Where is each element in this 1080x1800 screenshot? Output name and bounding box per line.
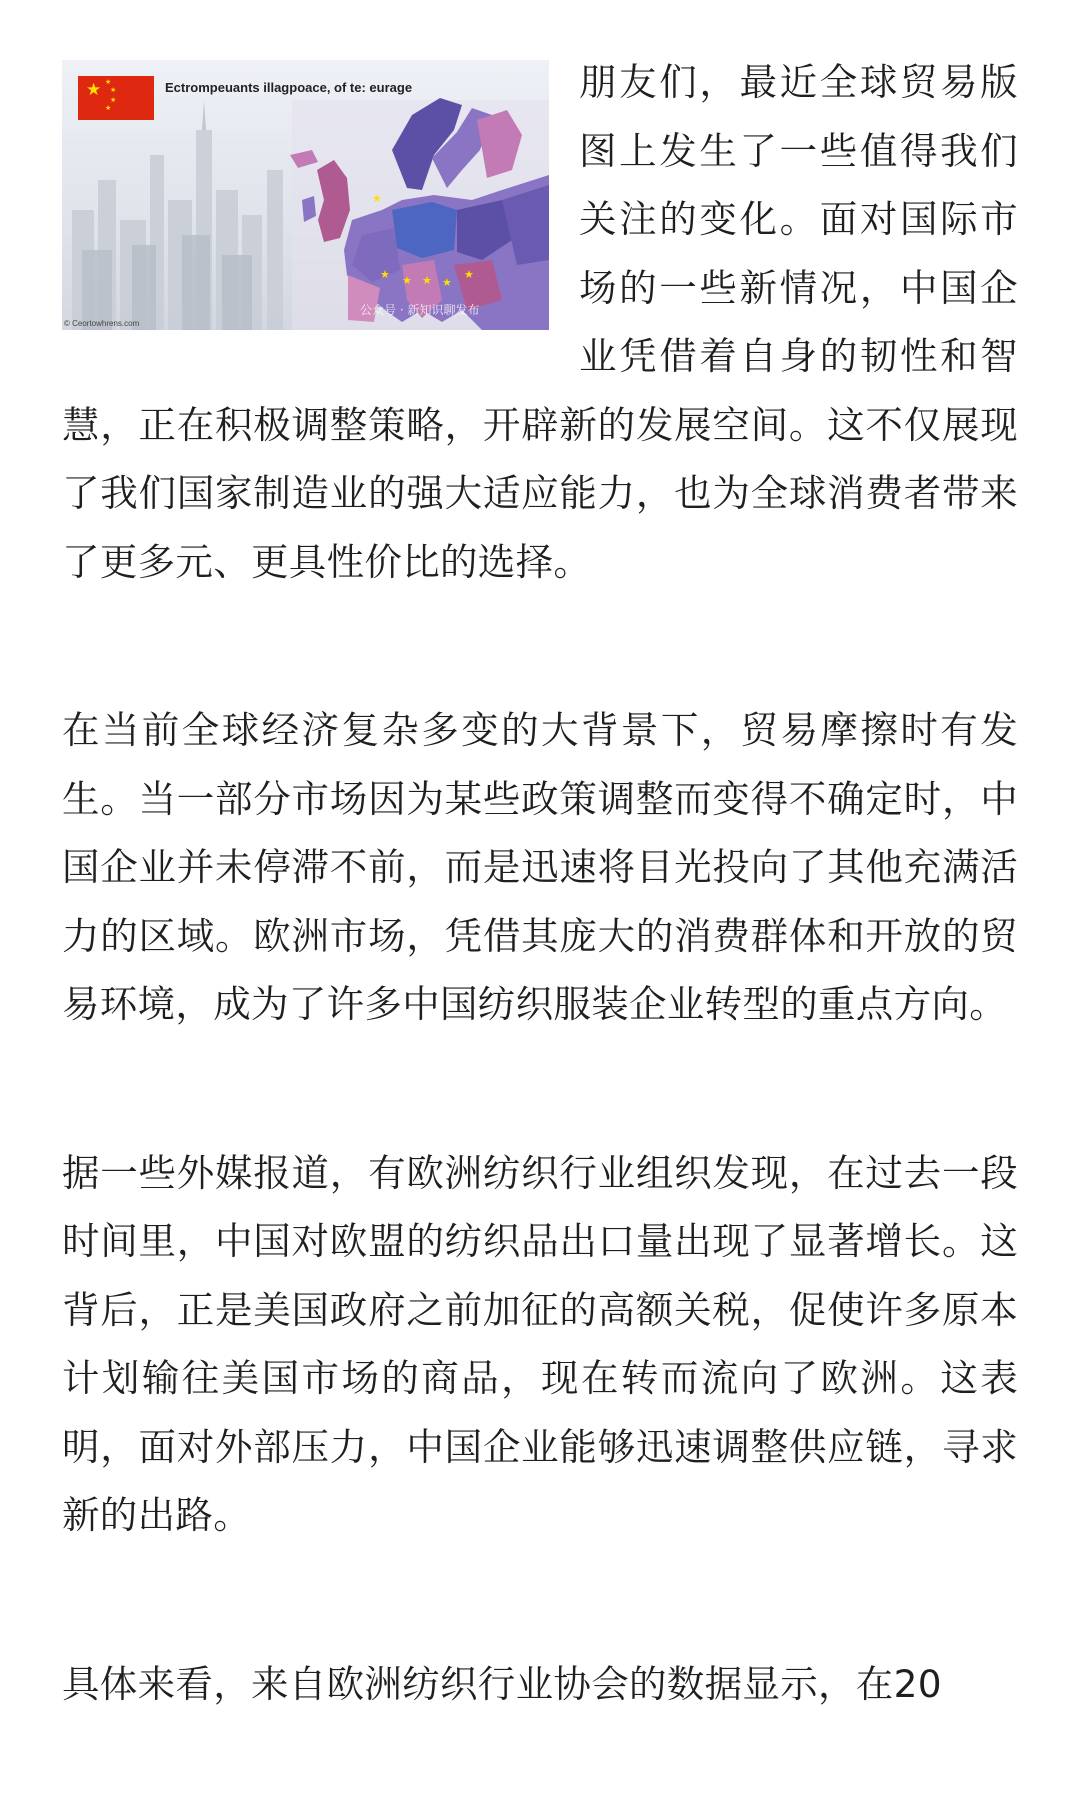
svg-text:★: ★ (464, 268, 474, 281)
svg-text:★: ★ (372, 192, 382, 205)
image-credit: © Ceortowhrens.com (64, 319, 140, 328)
paragraph-spacer (62, 1550, 1018, 1650)
svg-text:★: ★ (380, 268, 390, 281)
paragraph-intro: 朋友们，最近全球贸易版图上发生了一些值得我们关注的变化。面对国际市场的一些新情况，中国企业凭借着自身的韧性和智慧，正在积极调整策略，开辟新的发展空间。这不仅展现了我们国家制造业的强大适应能力，也为全球消费者带来了更多元、更具性价比的选择。 (62, 60, 1018, 584)
svg-text:★: ★ (422, 274, 432, 287)
article-image[interactable] (62, 60, 549, 330)
map-title: Ectrompeuants illagpoace, of te: eurage (165, 80, 413, 95)
svg-text:★: ★ (402, 274, 412, 287)
paragraph-data: 具体来看，来自欧洲纺织行业协会的数据显示，在20 (62, 1661, 942, 1706)
svg-text:★: ★ (442, 276, 452, 289)
paragraph-background: 在当前全球经济复杂多变的大背景下，贸易摩擦时有发生。当一部分市场因为某些政策调整而变得不确定时，中国企业并未停滞不前，而是迅速将目光投向了其他充满活力的区域。欧洲市场，凭借其庞大的消费群体和开放的贸易环境，成为了许多中国纺织服装企业转型的重点方向。 (62, 708, 1018, 1026)
paragraph-spacer (62, 596, 1018, 696)
paragraph-spacer (62, 1039, 1018, 1139)
watermark: 公众号 · 新知识聊发布 (360, 303, 480, 317)
china-flag-icon: ★ ★ ★ ★ ★ (78, 76, 154, 120)
paragraph-report: 据一些外媒报道，有欧洲纺织行业组织发现，在过去一段时间里，中国对欧盟的纺织品出口量出现了显著增长。这背后，正是美国政府之前加征的高额关税，促使许多原本计划输往美国市场的商品，现在转而流向了欧洲。这表明，面对外部压力，中国企业能够迅速调整供应链，寻求新的出路。 (62, 1150, 1018, 1537)
